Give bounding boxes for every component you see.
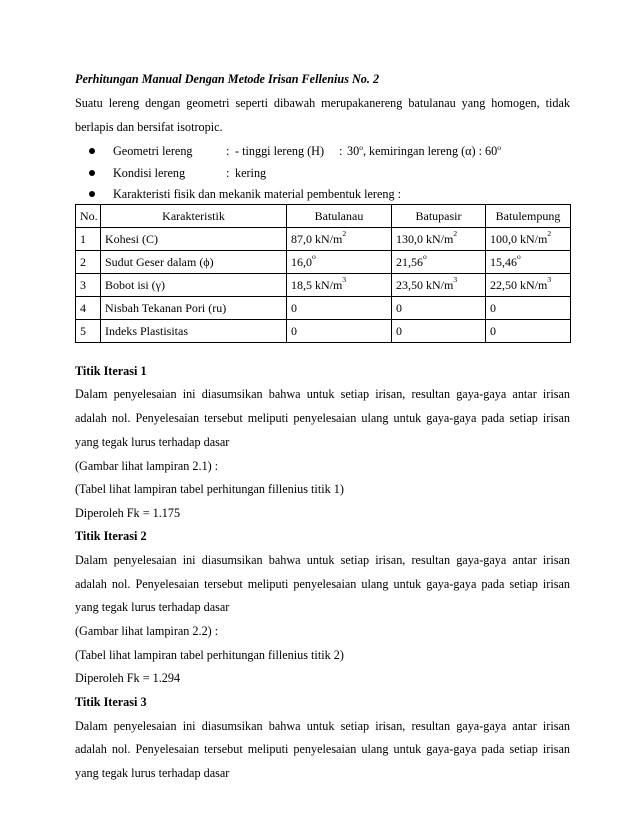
iter3-title: Titik Iterasi 3	[75, 695, 147, 709]
bullet-geometry-label: Geometri lereng	[113, 144, 193, 158]
cell-batulempung: 0	[486, 320, 571, 343]
row-no: 5	[76, 320, 101, 343]
table-header-row	[76, 205, 571, 228]
iter2-result: Diperoleh Fk = 1.294	[75, 671, 181, 685]
cell-batupasir: 0	[392, 297, 486, 320]
bullet-geometry-sep-2: :	[339, 144, 343, 158]
iter2-line-5: (Tabel lihat lampiran tabel perhitungan fillenius titik 2)	[75, 648, 344, 662]
table-row	[76, 228, 571, 251]
bullet-geometry-values	[347, 143, 501, 159]
bullet-geometry-sep: :	[226, 144, 230, 158]
iter1-line-2: adalah nol. Penyelesaian tersebut meliputi penyelesaian ulang untuk gaya-gaya pada setiap irisan	[75, 411, 570, 425]
table-row	[76, 251, 571, 274]
iter1-line-1: Dalam penyelesaian ini diasumsikan bahwa untuk setiap irisan, resultan gaya-gaya antar irisan	[75, 387, 570, 401]
bullet-condition-value: kering	[235, 166, 267, 180]
bullet-condition-label: Kondisi lereng	[113, 166, 186, 180]
cell-batupasir: 23,50 $kN/m^3$	[392, 274, 486, 297]
header-no: No.	[76, 205, 101, 228]
header-batulempung: Batulempung	[486, 205, 571, 228]
cell-batulempung: 0	[486, 297, 571, 320]
slope-value: , kemiringan lereng (α) : 60	[362, 144, 498, 158]
bullet-characteristics-label: Karakteristi fisik dan mekanik material pembentuk lereng :	[113, 187, 402, 201]
row-name: Sudut Geser dalam (ϕ)	[101, 251, 287, 274]
iter1-line-4: (Gambar lihat lampiran 2.1) :	[75, 459, 219, 473]
header-batulanau: Batulanau	[287, 205, 392, 228]
cell-batulanau: 16,0$^o$	[287, 251, 392, 274]
row-name: Bobot isi (γ)	[101, 274, 287, 297]
header-karakteristik: Karakteristik	[101, 205, 287, 228]
iter3-line-2: adalah nol. Penyelesaian tersebut meliputi penyelesaian ulang untuk gaya-gaya pada setiap irisan	[75, 742, 570, 756]
bullet-condition-sep: :	[226, 166, 230, 180]
row-no: 3	[76, 274, 101, 297]
bullet-dot-icon	[89, 170, 95, 176]
cell-batulanau: 87,0 $kN/m^2$	[287, 228, 392, 251]
cell-batupasir: 130,0 $kN/m^2$	[392, 228, 486, 251]
bullet-dot-icon	[89, 191, 95, 197]
row-name: Kohesi (C)	[101, 228, 287, 251]
intro-line-1: Suatu lereng dengan geometri seperti dibawah merupakanereng batulanau yang homogen, tidak	[75, 96, 570, 110]
height-value: 30	[347, 144, 360, 158]
cell-batulempung: 15,46$^o$	[486, 251, 571, 274]
row-no: 2	[76, 251, 101, 274]
header-batupasir: Batupasir	[392, 205, 486, 228]
iter2-line-2: adalah nol. Penyelesaian tersebut meliputi penyelesaian ulang untuk gaya-gaya pada setiap irisan	[75, 577, 570, 591]
bullet-dot-icon	[89, 148, 95, 154]
iter3-line-1: Dalam penyelesaian ini diasumsikan bahwa untuk setiap irisan, resultan gaya-gaya antar irisan	[75, 719, 570, 733]
cell-batupasir: 0	[392, 320, 486, 343]
iter1-title: Titik Iterasi 1	[75, 364, 147, 378]
table-row	[76, 320, 571, 343]
material-properties-table	[75, 204, 571, 343]
slope-sup: o	[497, 143, 501, 152]
height-sup: o	[359, 143, 363, 152]
iter2-title: Titik Iterasi 2	[75, 529, 147, 543]
table-row	[76, 274, 571, 297]
cell-batulanau: 0	[287, 320, 392, 343]
iter1-line-3: yang tegak lurus terhadap dasar	[75, 435, 230, 449]
iter3-line-3: yang tegak lurus terhadap dasar	[75, 766, 230, 780]
row-no: 1	[76, 228, 101, 251]
row-no: 4	[76, 297, 101, 320]
row-name: Indeks Plastisitas	[101, 320, 287, 343]
iter2-line-3: yang tegak lurus terhadap dasar	[75, 600, 230, 614]
iter2-line-4: (Gambar lihat lampiran 2.2) :	[75, 624, 219, 638]
cell-batulempung: 22,50 $kN/m^3$	[486, 274, 571, 297]
document-heading: Perhitungan Manual Dengan Metode Irisan Fellenius No. 2	[75, 72, 380, 86]
bullet-geometry-height: - tinggi lereng (H)	[235, 144, 325, 158]
iter1-line-5: (Tabel lihat lampiran tabel perhitungan fillenius titik 1)	[75, 482, 344, 496]
table-row	[76, 297, 571, 320]
intro-line-2: berlapis dan bersifat isotropic.	[75, 120, 223, 134]
iter2-line-1: Dalam penyelesaian ini diasumsikan bahwa untuk setiap irisan, resultan gaya-gaya antar irisan	[75, 553, 570, 567]
cell-batupasir: 21,56$^o$	[392, 251, 486, 274]
row-name: Nisbah Tekanan Pori (ru)	[101, 297, 287, 320]
iter1-result: Diperoleh Fk = 1.175	[75, 506, 181, 520]
cell-batulanau: 18,5 $kN/m^3$	[287, 274, 392, 297]
cell-batulempung: 100,0 $kN/m^2$	[486, 228, 571, 251]
cell-batulanau: 0	[287, 297, 392, 320]
